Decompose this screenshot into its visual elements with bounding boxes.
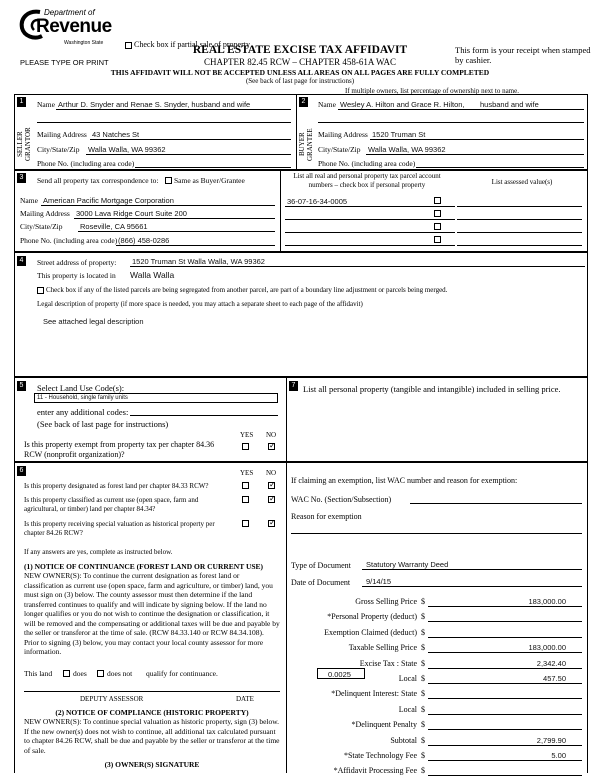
buyer-mailing[interactable]: 1520 Truman St	[372, 130, 426, 139]
receipt-note: This form is your receipt when stamped by cashier.	[455, 45, 591, 65]
seller-grantor-label: SELLER GRANTOR	[16, 127, 32, 162]
parcel-3-personal-checkbox[interactable]	[434, 223, 441, 230]
local-rate: 0.0025	[328, 670, 351, 679]
yes-header-5: YES	[240, 431, 254, 439]
notice-compliance-title: (2) NOTICE OF COMPLIANCE (HISTORIC PROPERTY)	[55, 708, 249, 717]
historic-no-checkbox[interactable]	[268, 520, 275, 527]
tax-row-label: *Delinquent Interest: State	[331, 689, 417, 698]
tax-row-label: Taxable Selling Price	[348, 643, 417, 652]
no-header-5: NO	[266, 431, 277, 439]
section-3-number: 3	[17, 173, 26, 183]
dollar-sign: $	[421, 597, 425, 606]
current-use-question: Is this property classified as current use (open space, farm and agricultural, or timber) land per chapter 84.34?	[24, 496, 199, 513]
tax-row-value[interactable]: 183,000.00	[528, 643, 566, 652]
parcel-2-personal-checkbox[interactable]	[434, 210, 441, 217]
historic-yes-checkbox[interactable]	[242, 520, 249, 527]
tax-row-label: Gross Selling Price	[355, 597, 417, 606]
tax-row-label: *Personal Property (deduct)	[327, 612, 417, 621]
personal-property-label: List all personal property (tangible and intangible) included in selling price.	[303, 384, 561, 394]
notice-continuance-body: NEW OWNER(S): To continue the current designation as forest land or classification as current use (open space, farm and agriculture, or timber) land, you must sign on (3) below. The county assessor must then determine if the land transferred continues to qualify and will indicate by signing below. If the land no longer qualifies or you do not wish to continue the designation or classification, it will be removed and the compensating or additional taxes will be due and payable by the seller or transferor at the time of sale. (RCW 84.33.140 or RCW 84.34.108). Prior to signing (3) below, you may contact your local county assessor for more information.	[24, 571, 280, 656]
notice-continuance-title: (1) NOTICE OF CONTINUANCE (FOREST LAND OR CURRENT USE)	[24, 562, 264, 571]
logo-top-text: Department of	[44, 8, 95, 17]
buyer-name-2[interactable]: husband and wife	[480, 100, 539, 109]
please-type: PLEASE TYPE OR PRINT	[20, 58, 109, 67]
correspondence-mailing[interactable]: 3000 Lava Ridge Court Suite 200	[76, 209, 187, 218]
correspondence-phone-label: Phone No. (including area code)	[20, 236, 118, 245]
same-as-buyer-checkbox[interactable]	[165, 177, 172, 184]
deputy-assessor-label: DEPUTY ASSESSOR	[80, 695, 144, 703]
logo-sub-text: Washington State	[64, 40, 104, 46]
dollar-sign: $	[421, 612, 425, 621]
exemption-question: If claiming an exemption, list WAC number and reason for exemption:	[291, 476, 518, 485]
section-4-number: 4	[17, 256, 26, 266]
tax-row-value[interactable]: 2,342.40	[536, 659, 566, 668]
legal-description[interactable]: See attached legal description	[43, 317, 144, 326]
land-use-label: Select Land Use Code(s):	[37, 383, 125, 393]
correspondence-mailing-label: Mailing Address	[20, 209, 70, 218]
correspondence-city-label: City/State/Zip	[20, 222, 63, 231]
section-2-number: 2	[299, 97, 308, 107]
same-as-buyer-label: Same as Buyer/Grantee	[174, 176, 245, 185]
land-use-see-back: (See back of last page for instructions)	[37, 419, 169, 429]
assessed-header: List assessed value(s)	[491, 178, 553, 186]
tax-row-value[interactable]: 2,799.90	[536, 736, 566, 745]
dor-logo	[14, 6, 124, 56]
forest-no-checkbox[interactable]	[268, 482, 275, 489]
section-6-number: 6	[17, 466, 26, 476]
buyer-grantee-label: BUYER GRANTEE	[298, 128, 314, 161]
no-header-6: NO	[266, 469, 277, 477]
seller-city-label: City/State/Zip	[37, 145, 80, 154]
tax-row-label: *State Technology Fee	[343, 751, 417, 760]
seller-name-label: Name	[37, 100, 55, 109]
segregated-label: Check box if any of the listed parcels are being segregated from another parcel, are part of a boundary line adjustment or parcels being merged.	[46, 286, 448, 294]
tax-row-label: Local	[398, 674, 417, 683]
qualify-label: qualify for continuance.	[146, 669, 218, 678]
tax-row-label: *Affidavit Processing Fee	[333, 766, 417, 775]
tax-row-value[interactable]: 5.00	[551, 751, 566, 760]
property-street[interactable]: 1520 Truman St Walla Walla, WA 99362	[132, 257, 265, 266]
correspondence-name-label: Name	[20, 196, 38, 205]
exempt-yes-checkbox[interactable]	[242, 443, 249, 450]
dollar-sign: $	[421, 628, 425, 637]
exempt-no-checkbox[interactable]	[268, 443, 275, 450]
tax-row-label: Excise Tax : State	[359, 659, 417, 668]
does-not-checkbox[interactable]	[97, 670, 104, 677]
dollar-sign: $	[421, 751, 425, 760]
dollar-sign: $	[421, 705, 425, 714]
buyer-mailing-label: Mailing Address	[318, 130, 368, 139]
reason-label: Reason for exemption	[291, 512, 362, 521]
warning-text: THIS AFFIDAVIT WILL NOT BE ACCEPTED UNLESS ALL AREAS ON ALL PAGES ARE FULLY COMPLETED	[110, 68, 490, 77]
located-label: This property is located in	[37, 271, 116, 280]
dollar-sign: $	[421, 674, 425, 683]
current-use-yes-checkbox[interactable]	[242, 496, 249, 503]
section-5-number: 5	[17, 381, 26, 391]
doc-date[interactable]: 9/14/15	[366, 577, 392, 586]
correspondence-phone[interactable]: (866) 458-0286	[118, 236, 170, 245]
buyer-city[interactable]: Walla Walla, WA 99362	[368, 145, 446, 154]
seller-city[interactable]: Walla Walla, WA 99362	[88, 145, 166, 154]
buyer-name[interactable]: Wesley A. Hilton and Grace R. Hilton,	[340, 100, 465, 109]
if-any-yes: If any answers are yes, complete as instructed below.	[24, 548, 173, 556]
forest-yes-checkbox[interactable]	[242, 482, 249, 489]
section-1-number: 1	[17, 97, 26, 107]
dollar-sign: $	[421, 689, 425, 698]
parcel-header: List all real and personal property tax parcel account numbers – check box if personal property	[293, 172, 441, 189]
send-correspondence-label: Send all property tax correspondence to:	[37, 176, 159, 185]
additional-codes-label: enter any additional codes:	[37, 407, 129, 417]
see-back-header: (See back of last page for instructions)	[245, 77, 355, 85]
section-7-number: 7	[289, 381, 298, 391]
forest-question: Is this property designated as forest land per chapter 84.33 RCW?	[24, 482, 209, 490]
logo-main-text: Revenue	[36, 16, 112, 37]
partial-sale-checkbox[interactable]	[125, 42, 132, 49]
tax-row-value[interactable]: 457.50	[543, 674, 566, 683]
street-label: Street address of property:	[37, 258, 117, 267]
owner-signature-label: (3) OWNER(S) SIGNATURE	[104, 760, 200, 769]
exempt-question: Is this property exempt from property tax per chapter 84.36 RCW (nonprofit organization)?	[24, 440, 215, 459]
historic-question: Is this property receiving special valuation as historical property per chapter 84.26 RCW?	[24, 520, 215, 537]
doc-type-label: Type of Document	[291, 561, 351, 570]
parcel-1-personal-checkbox[interactable]	[434, 197, 441, 204]
this-land-label: This land	[24, 669, 53, 678]
buyer-name-label: Name	[318, 100, 336, 109]
seller-phone-label: Phone No. (including area code)	[37, 159, 135, 168]
dollar-sign: $	[421, 659, 425, 668]
seller-name[interactable]: Arthur D. Snyder and Renae S. Snyder, husband and wife	[58, 100, 251, 109]
property-located[interactable]: Walla Walla	[130, 270, 175, 280]
seller-mailing[interactable]: 43 Natches St	[92, 130, 140, 139]
tax-row-label: Exemption Claimed (deduct)	[324, 628, 417, 637]
seller-mailing-label: Mailing Address	[37, 130, 87, 139]
yes-header-6: YES	[240, 469, 254, 477]
deputy-date-label: DATE	[236, 695, 254, 703]
tax-row-label: Subtotal	[390, 736, 417, 745]
does-checkbox[interactable]	[63, 670, 70, 677]
form-title: REAL ESTATE EXCISE TAX AFFIDAVIT	[192, 44, 408, 56]
legal-description-label: Legal description of property (if more space is needed, you may attach a separate sheet to each page of the affidavit)	[37, 300, 363, 308]
land-use-select[interactable]	[34, 393, 278, 403]
land-use-value: 11 - Household, single family units	[37, 395, 128, 401]
notice-compliance-body: NEW OWNER(S): To continue special valuation as historic property, sign (3) below. If the new owner(s) does not wish to continue, all additional tax calculated pursuant to chapter 84.26 RCW, shall be due and payable by the seller or transferor at the time of sale.	[24, 717, 280, 755]
partial-sale-label: Check box if partial sale of property	[134, 40, 250, 49]
correspondence-city[interactable]: Roseville, CA 95661	[80, 222, 148, 231]
tax-row-label: *Delinquent Penalty	[351, 720, 417, 729]
form-chapter: CHAPTER 82.45 RCW – CHAPTER 458-61A WAC	[204, 57, 396, 67]
wac-label: WAC No. (Section/Subsection)	[291, 495, 392, 504]
buyer-phone-label: Phone No. (including area code)	[318, 159, 416, 168]
dollar-sign: $	[421, 736, 425, 745]
buyer-city-label: City/State/Zip	[318, 145, 361, 154]
parcel-4-personal-checkbox[interactable]	[434, 236, 441, 243]
correspondence-name[interactable]: American Pacific Mortgage Corporation	[43, 196, 174, 205]
dollar-sign: $	[421, 643, 425, 652]
segregated-checkbox[interactable]	[37, 287, 44, 294]
doc-type[interactable]: Statutory Warranty Deed	[366, 560, 449, 569]
doc-date-label: Date of Document	[291, 578, 351, 587]
dollar-sign: $	[421, 720, 425, 729]
does-label: does	[73, 669, 87, 678]
multiple-owners-note: If multiple owners, list percentage of ownership next to name.	[345, 87, 519, 95]
parcel-number-1[interactable]: 36-07-16-34-0005	[287, 197, 348, 206]
tax-row-label: Local	[398, 705, 417, 714]
does-not-label: does not	[107, 669, 133, 678]
local-rate-box[interactable]	[317, 668, 365, 679]
dollar-sign: $	[421, 766, 425, 775]
tax-row-value[interactable]: 183,000.00	[528, 597, 566, 606]
current-use-no-checkbox[interactable]	[268, 496, 275, 503]
